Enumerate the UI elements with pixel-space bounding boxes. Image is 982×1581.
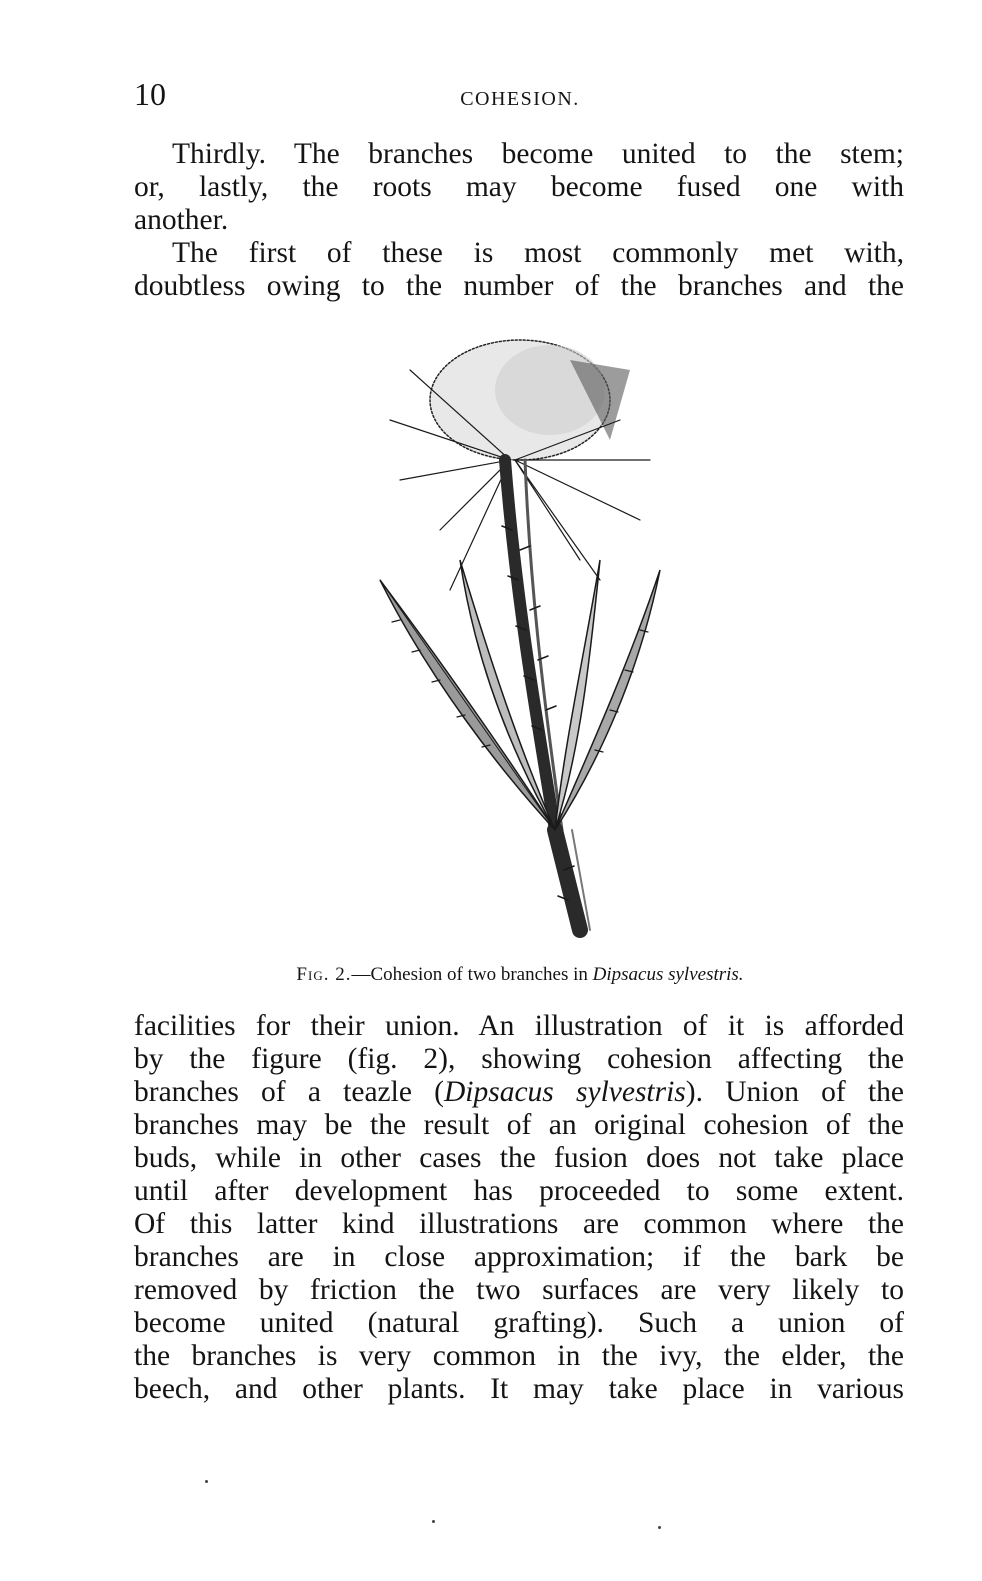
paragraph-bottom — [134, 1010, 904, 1406]
text-line: buds, while in other cases the fusion does not take place — [134, 1142, 904, 1174]
text-line: beech, and other plants. It may take place in various — [134, 1373, 904, 1405]
text-line — [134, 1076, 904, 1109]
text-line: Thirdly. The branches become united to the stem; — [172, 138, 904, 170]
text-line: the branches is very common in the ivy, the elder, the — [134, 1340, 904, 1372]
running-head: COHESION. — [460, 88, 580, 110]
figure-label: Fig. 2. — [296, 964, 352, 985]
caption-text: —Cohesion of two branches in — [351, 964, 593, 985]
paragraph-second — [134, 237, 904, 303]
paragraph-top — [134, 138, 904, 237]
text-line: facilities for their union. An illustration of it is afforded — [134, 1010, 904, 1042]
species-name: Dipsacus sylvestris — [443, 1076, 686, 1108]
text-line: doubtless owing to the number of the branches and the — [134, 270, 904, 302]
text-line: branches are in close approximation; if the bark be — [134, 1241, 904, 1273]
text-fragment: ). Union of the — [685, 1076, 904, 1108]
page-number: 10 — [134, 76, 166, 112]
teasel-illustration — [340, 330, 680, 940]
text-line: branches may be the result of an original cohesion of the — [134, 1109, 904, 1141]
text-line: removed by friction the two surfaces are very likely to — [134, 1274, 904, 1306]
text-line: another. — [134, 204, 229, 236]
text-line: become united (natural grafting). Such a union of — [134, 1307, 904, 1339]
text-fragment: branches of a teazle ( — [134, 1076, 444, 1108]
text-line: until after development has proceeded to some extent. — [134, 1175, 904, 1207]
caption-italic: Dipsacus sylvestris. — [592, 964, 744, 985]
figure-caption — [0, 964, 982, 986]
text-line: The first of these is most commonly met with, — [172, 237, 904, 269]
text-line: by the figure (fig. 2), showing cohesion affecting the — [134, 1043, 904, 1075]
text-line: Of this latter kind illustrations are common where the — [134, 1208, 904, 1240]
text-line: or, lastly, the roots may become fused one with — [134, 171, 904, 203]
